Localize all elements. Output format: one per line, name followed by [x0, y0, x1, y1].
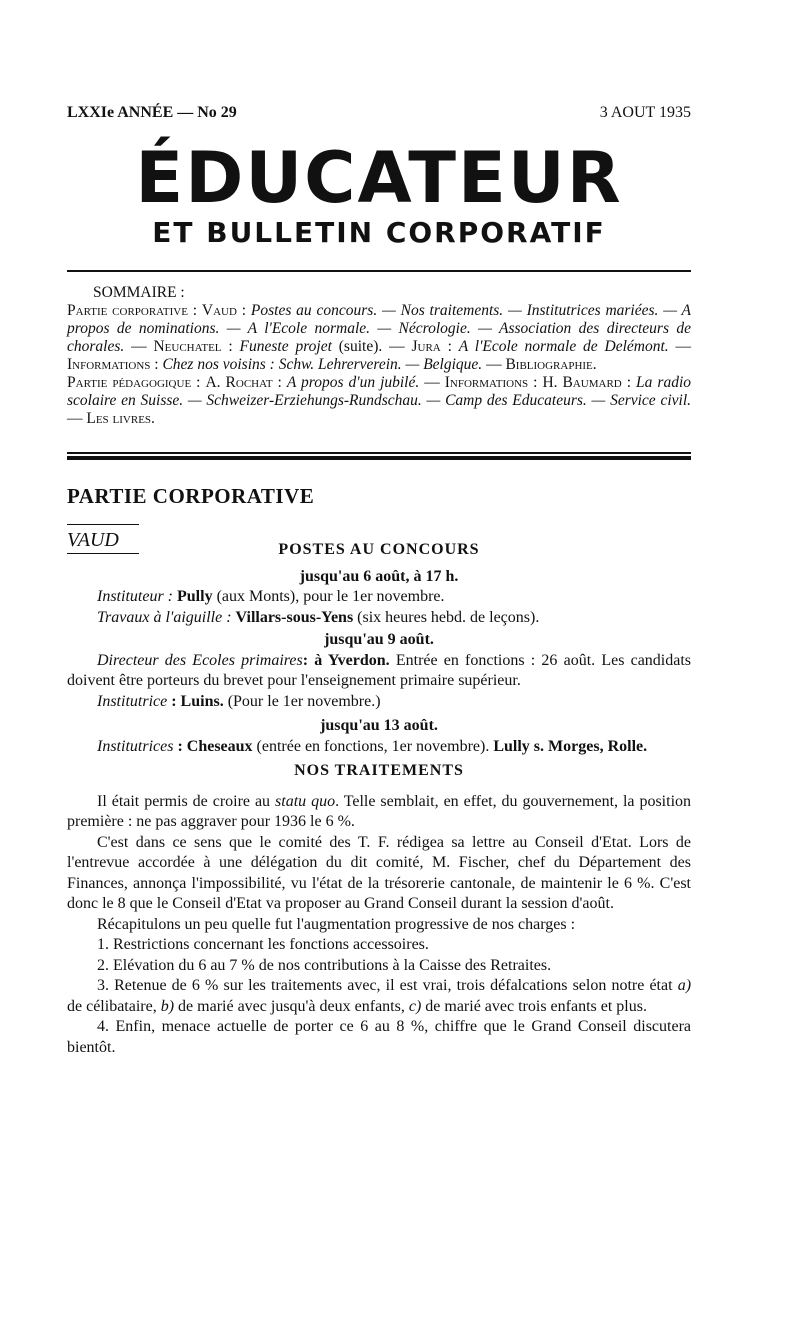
masthead-rule: [67, 270, 691, 272]
toc-rule-thick: [67, 456, 691, 460]
postes-heading: POSTES AU CONCOURS: [278, 541, 480, 558]
traitements-p1: Il était permis de croire au statu quo. Telle semblait, en effet, du gouvernement, la position première : ne pas aggraver pour 1936 le 6 %.: [67, 792, 692, 830]
postes-date-3: jusqu'au 13 août.: [320, 717, 438, 734]
poste-institutrices: Institutrices : Cheseaux (entrée en fonctions, 1er novembre). Lully s. Morges, Rolle.: [97, 737, 648, 755]
postes-date-2: jusqu'au 9 août.: [324, 631, 434, 648]
issue-date: 3 AOUT 1935: [599, 104, 691, 121]
traitements-item-4: 4. Enfin, menace actuelle de porter ce 6 au 8 %, chiffre que le Grand Conseil discutera bientôt.: [67, 1018, 691, 1056]
journal-subtitle: ET BULLETIN CORPORATIF: [152, 216, 606, 249]
poste-travaux: Travaux à l'aiguille : Villars-sous-Yens (six heures hebd. de leçons).: [97, 608, 540, 626]
toc-rule-thin: [67, 452, 691, 454]
issue-number: LXXIe ANNÉE — No 29: [67, 104, 237, 121]
traitements-p3: Récapitulons un peu quelle fut l'augmentation progressive de nos charges :: [97, 915, 576, 933]
postes-date-1: jusqu'au 6 août, à 17 h.: [299, 567, 459, 585]
journal-title: ÉDUCATEUR: [135, 137, 623, 219]
section-title: PARTIE CORPORATIVE: [67, 484, 315, 508]
traitements-item-2: 2. Elévation du 6 au 7 % de nos contributions à la Caisse des Retraites.: [97, 956, 552, 974]
poste-institutrice: Institutrice : Luins. (Pour le 1er novembre.): [97, 692, 381, 710]
traitements-item-3: 3. Retenue de 6 % sur les traitements avec, il est vrai, trois défalcations selon notre état a) de célibataire, b) de marié avec jusqu'à deux enfants, c) de marié avec trois enfants et plus.: [67, 977, 692, 1015]
postes-section: [67, 540, 691, 1058]
poste-instituteur: Instituteur : Pully (aux Monts), pour le 1er novembre.: [97, 588, 445, 605]
masthead-line: [67, 104, 691, 126]
toc-label: SOMMAIRE :: [93, 284, 185, 301]
traitements-item-1: 1. Restrictions concernant les fonctions accessoires.: [97, 936, 429, 953]
region-label: VAUD: [67, 524, 139, 554]
table-of-contents: [67, 284, 691, 428]
poste-directeur: Directeur des Ecoles primaires: à Yverdon. Entrée en fonctions : 26 août. Les candidats doivent être porteurs du brevet pour l'enseignement primaire supérieur.: [67, 651, 692, 689]
traitements-heading: NOS TRAITEMENTS: [294, 762, 464, 779]
toc-pedagogique: Partie pédagogique : A. Rochat : A propos d'un jubilé. — Informations : H. Baumard : La radio scolaire en Suisse. — Schweizer-Erziehungs-Rundschau. — Camp des Educateurs. — Service civil. — Les livres.: [67, 374, 691, 427]
toc-corporative: Partie corporative : Vaud : Postes au concours. — Nos traitements. — Institutrices mariées. — A propos de nominations. — A l'Ecole normale. — Nécrologie. — Association des directeurs de chorales. — Neuchatel : Funeste projet (suite). — Jura : A l'Ecole normale de Delémont. — Informations : Chez nos voisins : Schw. Lehrerverein. — Belgique. — Bibliographie.: [67, 302, 692, 373]
traitements-p2: C'est dans ce sens que le comité des T. F. rédigea sa lettre au Conseil d'Etat. Lors de l'entrevue accordée à une délégation du dit comité, M. Fischer, chef du Département des Finances, annonça l'impossibilité, vu l'état de la trésorerie cantonale, de maintenir le 6 %. C'est donc le 8 que le Conseil d'Etat va proposer au Grand Conseil durant la session d'août.: [67, 833, 691, 912]
